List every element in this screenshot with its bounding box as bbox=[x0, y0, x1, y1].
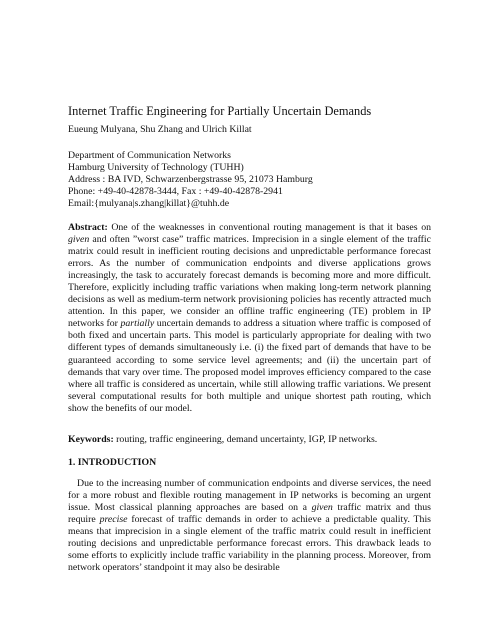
intro-emph-given: given bbox=[311, 502, 333, 514]
keywords-line bbox=[68, 434, 431, 445]
intro-emph-precise: precise bbox=[99, 514, 128, 526]
affiliation-block bbox=[68, 150, 313, 210]
abstract-emph-given: given bbox=[68, 234, 90, 246]
keywords-text: routing, traffic engineering, demand uncertainty, IGP, IP networks. bbox=[113, 434, 378, 445]
abstract-emph-partially: partially bbox=[120, 318, 155, 330]
author-list: Eueung Mulyana, Shu Zhang and Ulrich Killat bbox=[68, 124, 252, 135]
abstract-text-1: One of the weaknesses in conventional routing management is that it bases on bbox=[107, 222, 431, 233]
intro-text-3: forecast of traffic demands in order to achieve a predictable quality. This means that imprecision in a single element of the traffic matrix could result in inefficient routing decisions and unpredictable performance forecast errors. This drawback leads to some efforts to explicitly include traffic variability in the planning process. Moreover, from network operators’ standpoint it may also be desirable bbox=[68, 514, 431, 574]
intro-text-2: traffic matrix and thus require bbox=[68, 502, 431, 526]
affiliation-email: Email:{mulyana|s.zhang|killat}@tuhh.de bbox=[68, 198, 230, 209]
paper-title: Internet Traffic Engineering for Partially Uncertain Demands bbox=[68, 104, 372, 118]
intro-text-1: Due to the increasing number of communication endpoints and diverse services, the need for a more robust and flexible routing management in IP networks is becoming an urgent issue. Most classical planning approaches are based on a bbox=[68, 478, 431, 514]
affiliation-university: Hamburg University of Technology (TUHH) bbox=[68, 162, 244, 173]
abstract-text-3: uncertain demands to address a situation where traffic is composed of both fixed and uncertain parts. This model is particularly appropriate for dealing with two different types of demands simultaneously i.e. (i) the fixed part of demands that have to be guaranteed according to some service level agreements; and (ii) the uncertain part of demands that vary over time. The proposed model improves efficiency compared to the case where all traffic is considered as uncertain, while still allowing traffic variations. We present several computational results for both multiple and unique shortest path routing, which show the benefits of our model. bbox=[68, 318, 431, 414]
abstract-text-2: and often ”worst case” traffic matrices. Imprecision in a single element of the traffic matrix could result in inefficient routing decisions and unpredictable performance forecast errors. As the number of communication endpoints and diverse applications grows increasingly, the task to accurately forecast demands is becoming more and more difficult. Therefore, explicitly including traffic variations when making long-term network planning decisions as well as medium-term network provisioning policies has recently attracted much attention. In this paper, we consider an offline traffic engineering (TE) problem in IP networks for bbox=[68, 234, 431, 330]
abstract-label: Abstract: bbox=[68, 222, 108, 233]
introduction-paragraph bbox=[68, 478, 431, 574]
affiliation-address: Address : BA IVD, Schwarzenbergstrasse 95, 21073 Hamburg bbox=[68, 174, 313, 185]
keywords-label: Keywords: bbox=[68, 434, 114, 445]
affiliation-department: Department of Communication Networks bbox=[68, 150, 231, 161]
abstract-paragraph bbox=[68, 222, 431, 415]
affiliation-phone: Phone: +49-40-42878-3444, Fax : +49-40-42878-2941 bbox=[68, 186, 283, 197]
section-heading-introduction: 1. INTRODUCTION bbox=[68, 457, 157, 468]
